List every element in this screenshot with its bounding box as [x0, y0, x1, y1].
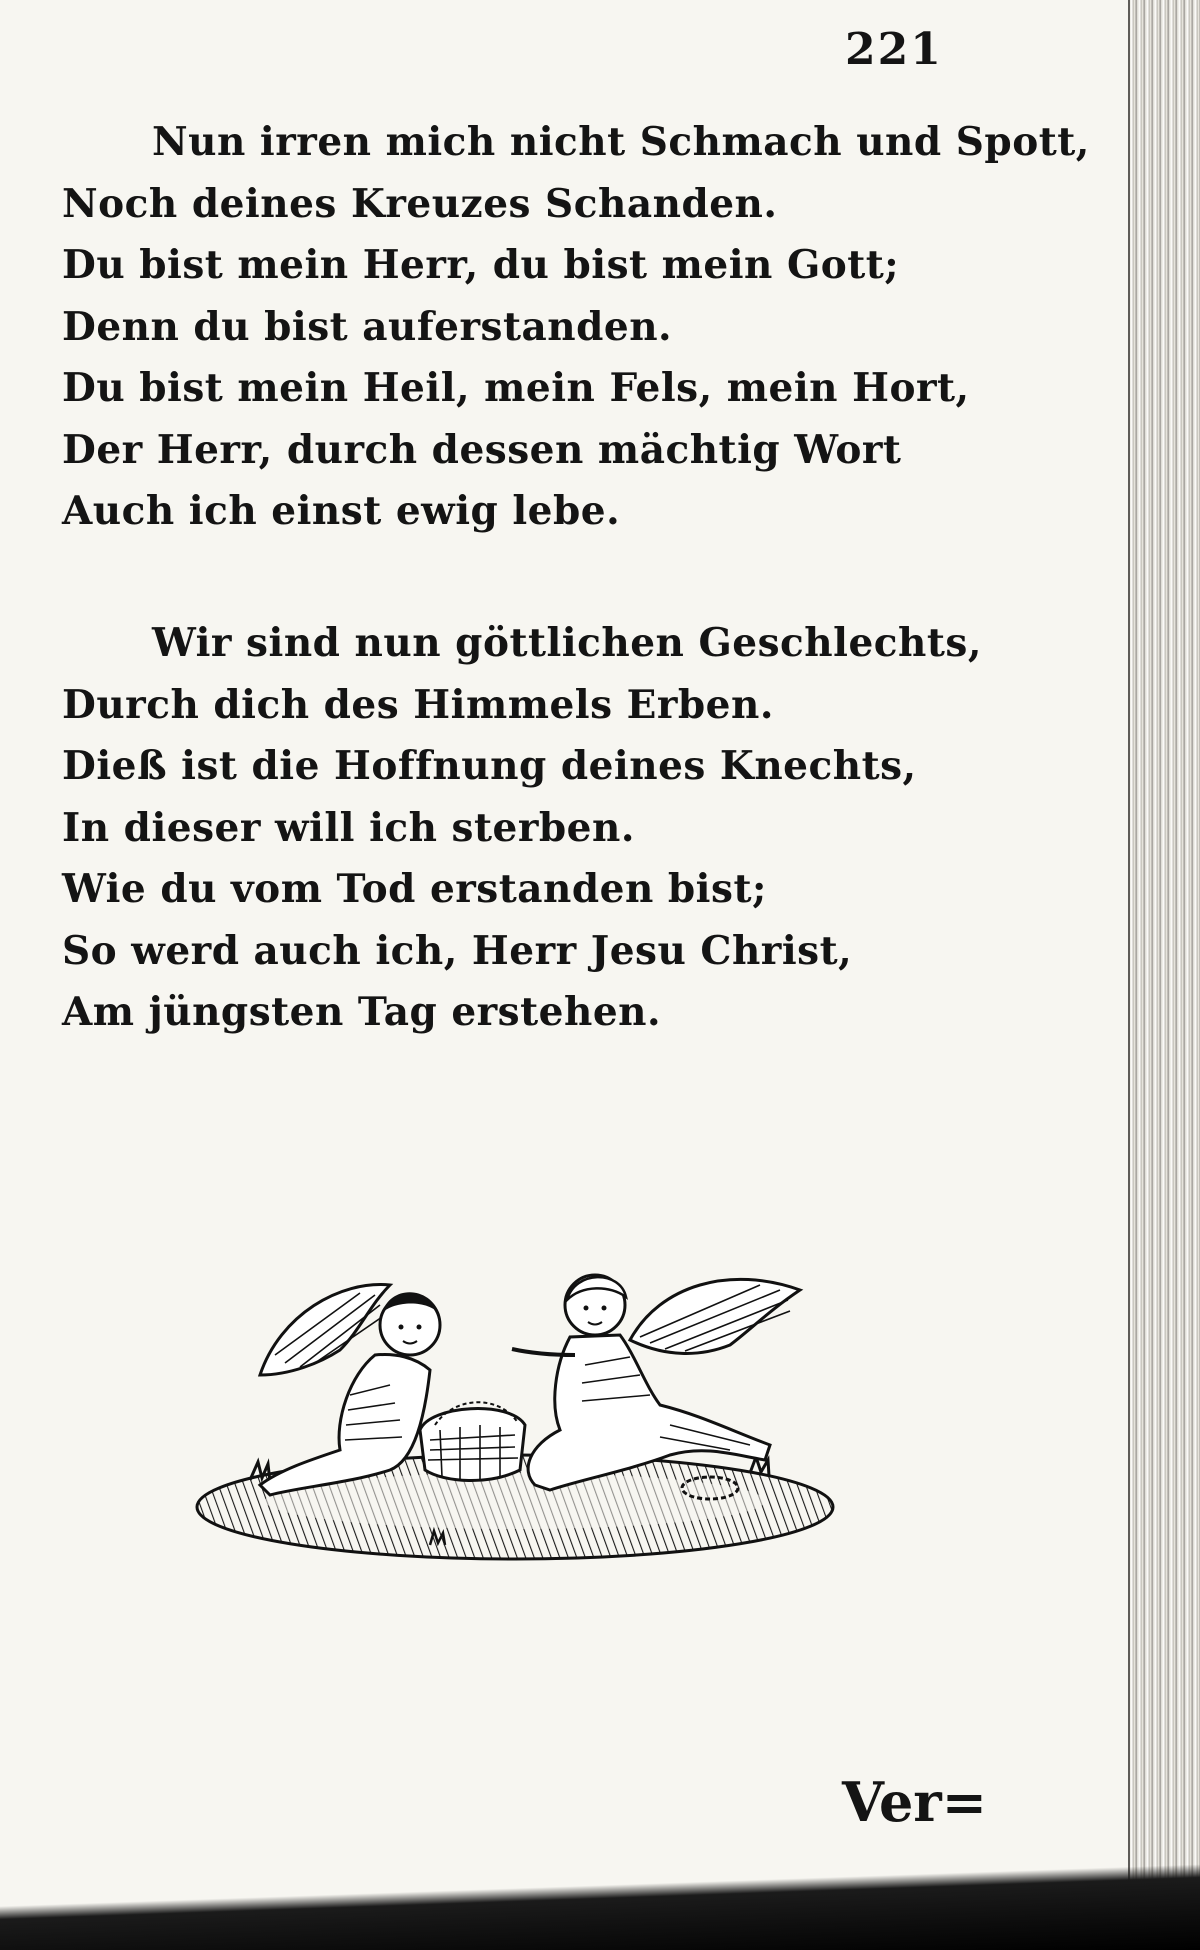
verse-line: Du bist mein Herr, du bist mein Gott;	[62, 242, 900, 288]
cherubs-vignette-icon	[190, 1245, 850, 1575]
verse-line: Durch dich des Himmels Erben.	[62, 681, 774, 728]
verse-line: Du bist mein Heil, mein Fels, mein Hort,	[62, 365, 970, 411]
verse-line: In dieser will ich sterben.	[62, 804, 635, 851]
verse-line: Denn du bist auferstanden.	[62, 303, 673, 350]
verse-line: Auch ich einst ewig lebe.	[62, 488, 621, 534]
page-edge	[1128, 0, 1200, 1950]
verse-1	[62, 112, 1090, 543]
verse-line: Am jüngsten Tag erstehen.	[62, 989, 662, 1035]
verse-line: Nun irren mich nicht Schmach und Spott,	[152, 119, 1090, 165]
verse-line: Wir sind nun göttlichen Geschlechts,	[152, 620, 982, 666]
page-bottom-shadow	[0, 1860, 1200, 1950]
verse-line: Dieß ist die Hoffnung deines Knechts,	[62, 743, 917, 789]
verse-line: Der Herr, durch dessen mächtig Wort	[62, 426, 902, 473]
verse-2	[62, 613, 982, 1044]
catchword: Ver=	[842, 1770, 987, 1834]
verse-line: So werd auch ich, Herr Jesu Christ,	[62, 927, 853, 974]
verse-line: Wie du vom Tod erstanden bist;	[62, 866, 767, 912]
page-number: 221	[845, 24, 943, 75]
verse-line: Noch deines Kreuzes Schanden.	[62, 180, 778, 227]
